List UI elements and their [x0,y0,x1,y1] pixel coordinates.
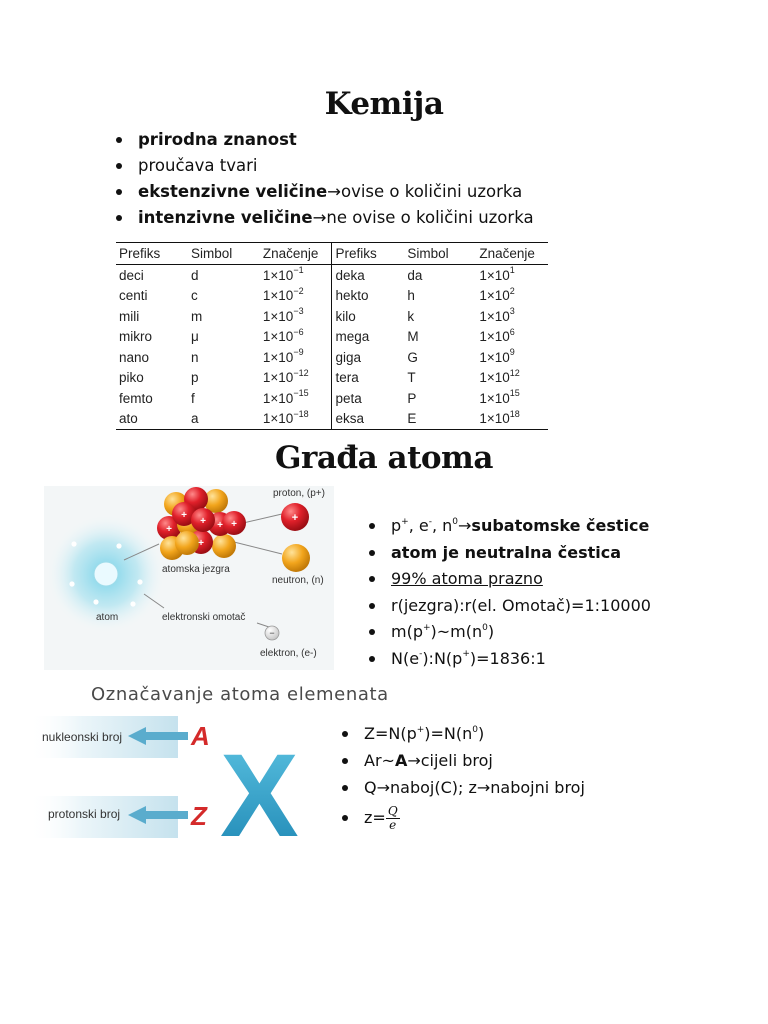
table-cell: mega [332,327,404,348]
table-cell: deka [332,265,404,286]
atom-notation-figure [28,712,308,852]
table-cell: eksa [332,409,404,430]
prefix-table-body [116,265,548,430]
list-item: z= $\frac{Q}{e}$ [340,801,585,835]
list-item: prirodna znanost [114,127,534,153]
proton-number-label: protonski broj [48,807,121,821]
svg-text:+: + [166,524,172,535]
table-cell: $1\times 10^{12}$ [479,367,520,386]
neutron-label: neutron, (n) [272,575,324,586]
column-header: Značenje [476,243,548,265]
table-cell: giga [332,347,404,368]
proton-label: proton, (p+) [273,488,325,499]
table-row [116,327,548,348]
mass-number-symbol: A [191,721,210,751]
table-cell: mikro [119,329,152,345]
table-cell: μ [190,329,199,345]
table-row [116,409,548,430]
atom-nucleus-dot [94,562,118,586]
column-header: Značenje [260,243,332,265]
table-cell: f [190,390,195,406]
neutron-icon [282,544,310,572]
table-cell: $1\times 10^{-3}$ [262,306,304,324]
table-cell: $1\times 10^{18}$ [476,409,548,430]
table-cell: k [407,308,415,324]
table-cell: p [190,370,199,386]
table-row [116,347,548,368]
table-cell: $1\times 10^{-6}$ [262,326,304,345]
table-cell: $1\times 10^{-15}$ [262,388,309,406]
svg-text:+: + [181,510,187,521]
table-cell: n [190,349,199,365]
table-cell: $1\times 10^2$ [479,285,515,304]
table-cell: $1\times 10^{-9}$ [262,347,304,365]
table-cell: d [190,267,199,283]
list-item: ekstenzivne veličine→ovise o količini uzorka [114,179,534,205]
element-symbol: X [220,730,299,852]
table-row [116,388,548,409]
list-item: p+, e-, $n^0\to subatomske$ čestice [367,513,651,540]
table-cell: peta [332,388,404,409]
svg-text:+: + [231,519,237,530]
table-cell: $1\times 10^1$ [479,265,515,283]
table-cell: E [404,409,476,430]
charge-fraction: $\frac{Q}{e}$ [387,804,398,832]
table-cell: a [188,409,260,430]
table-cell: $1\times 10^{-1}$ [262,265,304,283]
svg-text:−: − [269,628,275,638]
list-item: Q→naboj(C); z→nabojni broj [340,774,585,801]
table-cell: c [190,288,198,304]
prefix-table [116,242,548,430]
table-row [116,265,548,286]
table-cell: $1\times 10^{-12}$ [262,367,309,386]
table-header-row [116,243,548,265]
table-row [116,368,548,389]
list-item: atom je neutralna čestica [367,540,651,567]
list-item: 99% atoma prazno [367,566,651,593]
table-row [116,286,548,307]
section-subheading: Označavanje atoma elemenata [91,684,389,705]
table-cell: T [407,370,416,386]
table-cell: kilo [332,306,404,327]
svg-text:+: + [198,538,204,549]
atom-structure-figure [44,486,334,670]
table-cell: tera [332,368,404,389]
svg-text:+: + [217,520,223,531]
nucleus-label: atomska jezgra [162,564,230,575]
atom-bullet-list [367,513,651,672]
list-item: proučava tvari [114,153,534,179]
list-item: N(e-):N(p+)=1836:1 [367,646,651,673]
electron-label: elektron, (e-) [260,648,317,659]
table-cell: $1\times 10^3$ [479,306,515,324]
list-item: r(jezgra):r(el. Omotač)=1:10000 [367,593,651,620]
list-item: intenzivne veličine→ne ovise o količini uzorka [114,205,534,231]
table-cell: ato [116,409,188,430]
table-cell: $1\times 10^{-18}$ [260,409,332,430]
table-cell: P [407,390,417,406]
table-cell: h [407,288,415,304]
table-cell: M [407,329,419,345]
notation-bullet-list [340,720,585,835]
column-header: Simbol [404,243,476,265]
table-row [116,306,548,327]
shell-label: elektronski omotač [162,612,246,623]
nucleon-number-label: nukleonski broj [42,730,123,744]
atomic-number-symbol: Z [191,801,207,831]
list-item: $Z=N(p^+)=N(n^0)$ [340,720,585,747]
kemija-bullet-list [114,127,534,231]
list-item: Ar~A→cijeli broj [340,747,585,774]
svg-text:+: + [200,516,206,527]
svg-text:+: + [291,512,299,524]
table-cell: hekto [332,286,404,307]
table-cell: centi [119,288,148,304]
column-header: Prefiks [332,243,404,265]
table-cell: $1\times 10^9$ [479,347,515,365]
table-cell: m [190,308,203,324]
page-title-kemija: Kemija [324,86,444,122]
table-cell: piko [119,370,144,386]
list-item: $m(p^+)\sim m(n^0)$ [367,619,651,646]
table-cell: $1\times 10^{15}$ [479,388,520,406]
table-cell: G [407,349,418,365]
column-header: Simbol [188,243,260,265]
table-cell: nano [119,349,150,365]
page-title-grada-atoma: Građa atoma [275,440,493,476]
table-cell: mili [119,308,140,324]
table-cell: $1\times 10^6$ [479,326,515,345]
column-header: Prefiks [116,243,188,265]
atom-label: atom [96,612,119,623]
table-cell: da [407,267,423,283]
table-cell: deci [119,267,144,283]
table-cell: femto [119,390,153,406]
table-cell: $1\times 10^{-2}$ [262,285,304,304]
